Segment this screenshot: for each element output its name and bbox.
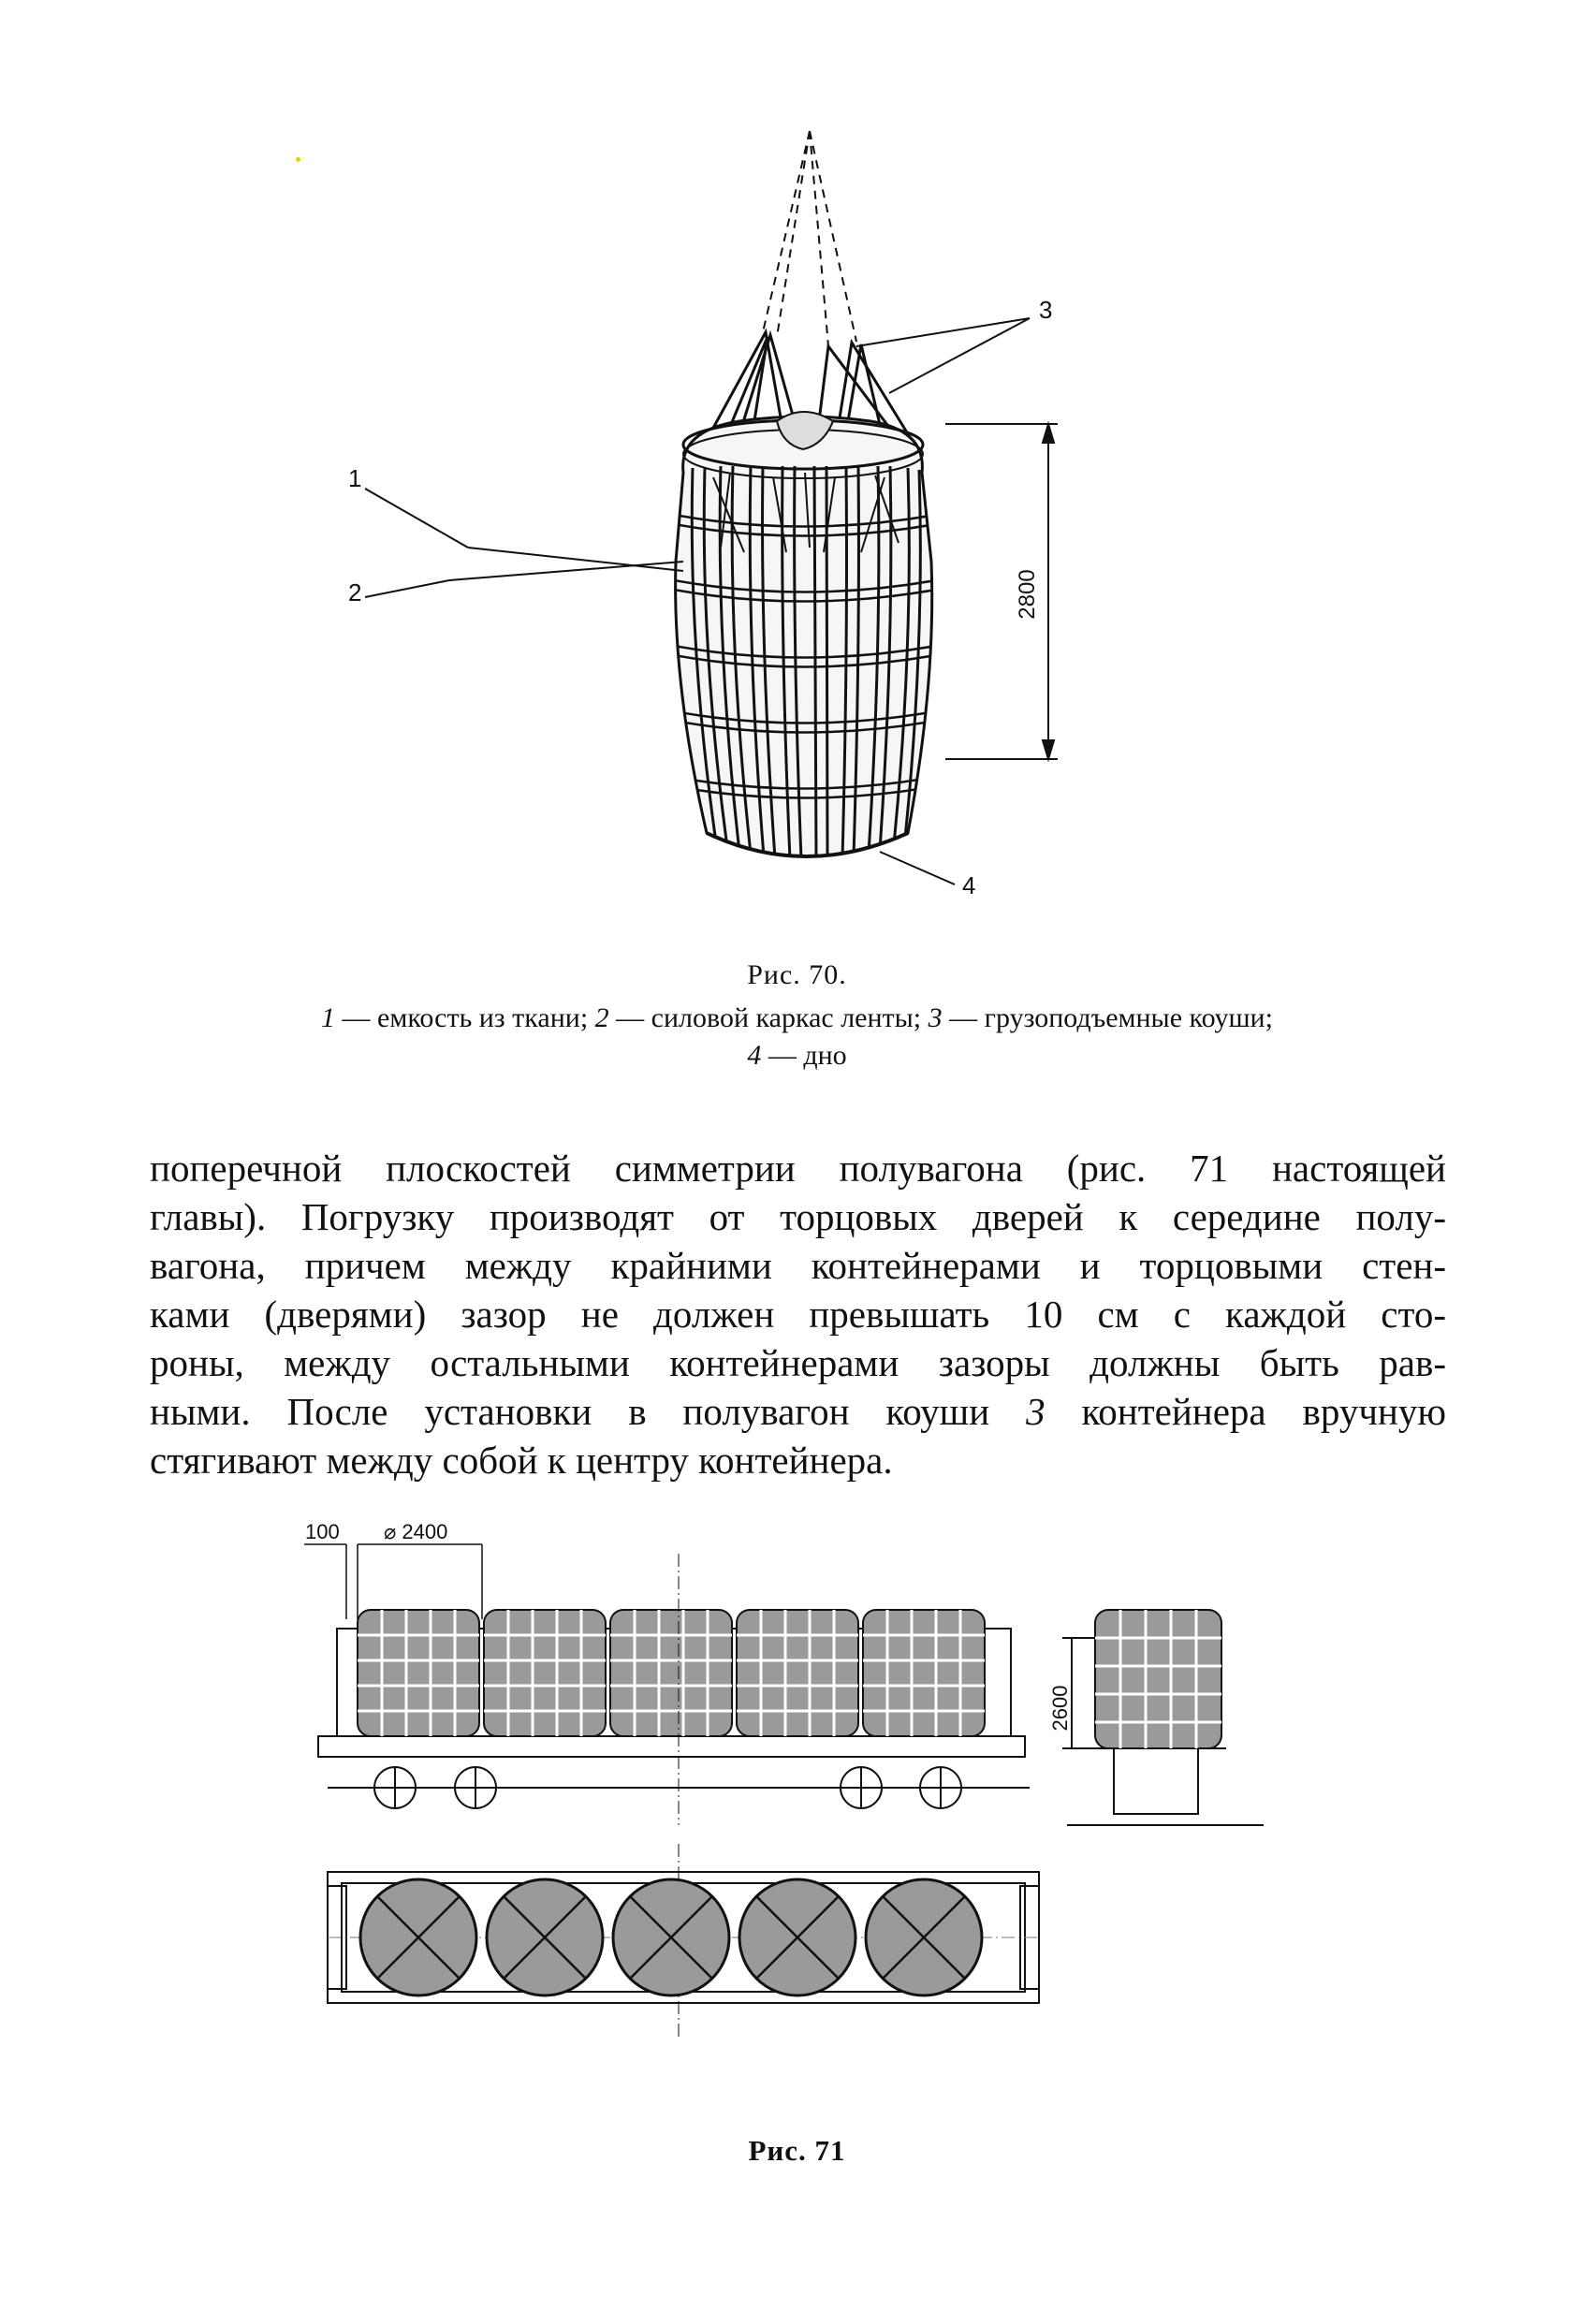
container-plan-1 bbox=[360, 1879, 476, 1995]
figure-70-drawing bbox=[348, 122, 1086, 945]
paragraph-line: главы). Погрузку производят от торцовых дверей к середине полу- bbox=[150, 1195, 1446, 1238]
callout-4: 4 bbox=[962, 871, 976, 899]
dim-gap-100: 100 bbox=[305, 1520, 340, 1543]
paragraph-line: стягивают между собой к центру контейнера. bbox=[150, 1439, 893, 1482]
paragraph-line: вагона, причем между крайними контейнерами и торцовыми стен- bbox=[150, 1244, 1446, 1287]
container-side-5 bbox=[863, 1610, 985, 1736]
wagon-plan-containers bbox=[360, 1879, 982, 1995]
body-paragraph bbox=[150, 1144, 1446, 1484]
lifting-lines bbox=[763, 131, 856, 346]
paragraph-line: поперечной плоскостей симметрии полувагона (рис. 71 настоящей bbox=[150, 1147, 1446, 1190]
wagon-side-containers bbox=[358, 1610, 985, 1736]
figure-71-caption: Рис. 71 bbox=[748, 2134, 846, 2167]
legend-item-4: 4 — дно bbox=[747, 1040, 847, 1071]
container-plan-5 bbox=[866, 1879, 982, 1995]
callout-1: 1 bbox=[348, 464, 362, 492]
dim-height-2600: 2600 bbox=[1048, 1685, 1072, 1732]
yellow-speck bbox=[296, 157, 300, 162]
container-end-view bbox=[1095, 1610, 1221, 1748]
container-side-1 bbox=[358, 1610, 479, 1736]
dimension-label-2800: 2800 bbox=[1015, 569, 1040, 620]
bag-body bbox=[676, 417, 932, 856]
callout-2: 2 bbox=[348, 578, 362, 607]
top-dimensions bbox=[304, 1544, 482, 1619]
callout-3: 3 bbox=[1039, 296, 1053, 324]
paragraph-line: ными. После установки в полувагон коуши 3 контейнера вручную bbox=[150, 1390, 1447, 1433]
dim-diameter-2400: ⌀ 2400 bbox=[384, 1520, 448, 1543]
dimension-2800 bbox=[945, 424, 1058, 759]
container-plan-3 bbox=[613, 1879, 729, 1995]
paragraph-line: роны, между остальными контейнерами зазоры должны быть рав- bbox=[150, 1341, 1446, 1384]
paragraph-line: ками (дверями) зазор не должен превышать 10 см с каждой сто- bbox=[150, 1293, 1446, 1336]
container-plan-4 bbox=[739, 1879, 855, 1995]
container-side-4 bbox=[737, 1610, 858, 1736]
legend-item-2: 2 — силовой каркас ленты; bbox=[594, 1002, 922, 1033]
figure-70-caption-title: Рис. 70. bbox=[747, 959, 847, 990]
container-side-3 bbox=[610, 1610, 732, 1736]
legend-item-1: 1 — емкость из ткани; bbox=[321, 1002, 589, 1033]
figure-70-legend bbox=[150, 1000, 1444, 1074]
legend-item-3: 3 — грузоподъемные коуши; bbox=[928, 1002, 1273, 1033]
container-side-2 bbox=[484, 1610, 606, 1736]
container-plan-2 bbox=[487, 1879, 603, 1995]
figure-71-drawing bbox=[300, 1516, 1357, 2115]
